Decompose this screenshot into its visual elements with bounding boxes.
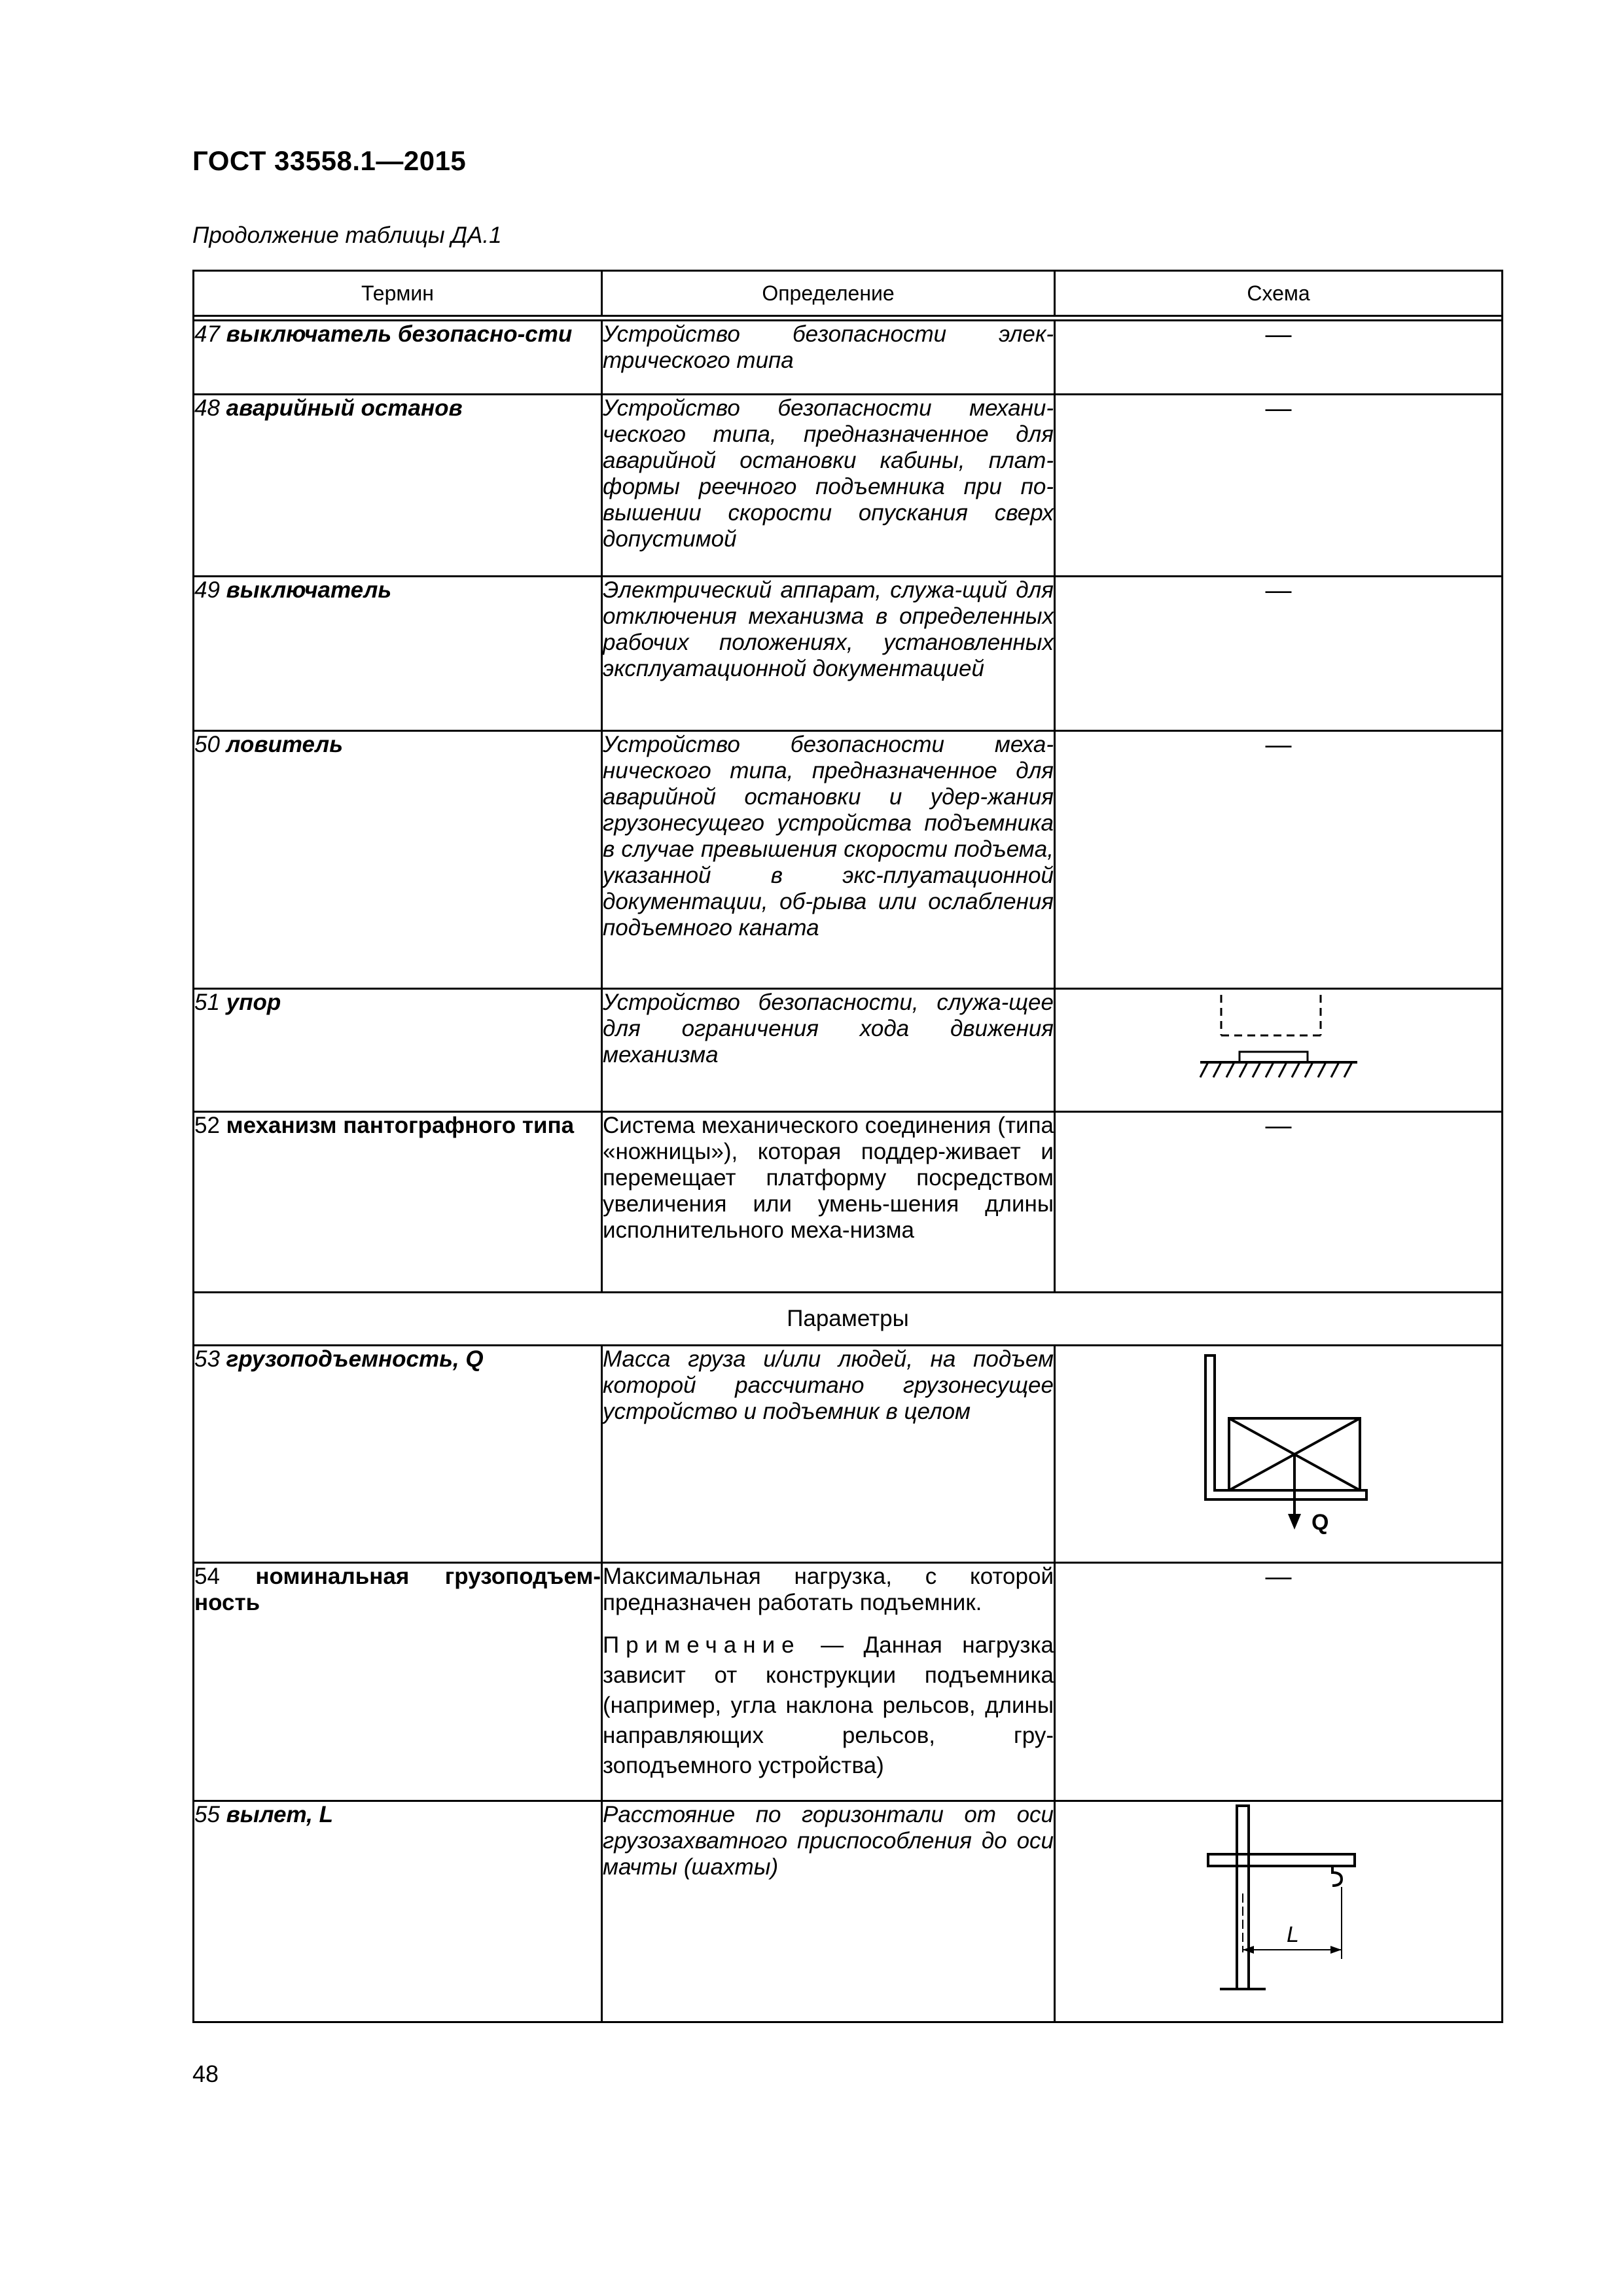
term-cell <box>194 321 602 395</box>
scheme-cell <box>1055 395 1503 577</box>
section-label: Параметры <box>194 1293 1503 1346</box>
term-name: выключатель безопасно-сти <box>226 321 573 347</box>
term-number: 49 <box>194 577 220 603</box>
term-number: 51 <box>194 990 220 1015</box>
term-name: номинальная грузоподъем-ность <box>194 1564 601 1615</box>
term-cell <box>194 1346 602 1563</box>
column-header-scheme: Схема <box>1055 271 1503 316</box>
definition-cell: Электрический аппарат, служа-щий для отключения механизма в определенных рабочих положениях, установленных эксплуатационной документацией <box>602 577 1055 731</box>
empty-scheme-dash: — <box>1265 576 1292 605</box>
empty-scheme-dash: — <box>1265 1562 1292 1591</box>
table-row <box>194 1112 1503 1293</box>
reach-diagram <box>1194 1802 1364 1998</box>
definition-cell: Устройство безопасности механи-ческого типа, предназначенное для аварийной остановки кабины, плат-формы реечного подъемника при по-вышении скорости опускания сверх допустимой <box>602 395 1055 577</box>
table-row <box>194 1346 1503 1563</box>
definition-cell: Устройство безопасности меха-нического типа, предназначенное для аварийной остановки и удер-жания грузонесущего устройства подъемника в случае превышения скорости подъема, указанной в экс-плуатационной документации, об-рыва или ослабления подъемного каната <box>602 731 1055 989</box>
scheme-cell <box>1055 577 1503 731</box>
table-row <box>194 731 1503 989</box>
term-number: 54 <box>194 1564 220 1589</box>
section-row <box>194 1293 1503 1346</box>
table-row <box>194 577 1503 731</box>
load-capacity-diagram <box>1181 1346 1377 1543</box>
term-name: ловитель <box>226 732 343 757</box>
scheme-cell <box>1055 731 1503 989</box>
dimension-arrow-right <box>1330 1946 1342 1954</box>
scheme-cell <box>1055 1563 1503 1801</box>
table-header-row <box>194 271 1503 316</box>
note-label: Примечание <box>603 1632 801 1658</box>
term-name: вылет, L <box>226 1802 333 1827</box>
definition-cell: Устройство безопасности элек-трического типа <box>602 321 1055 395</box>
scheme-cell <box>1055 1801 1503 2022</box>
term-cell <box>194 1563 602 1801</box>
term-name: грузоподъемность, Q <box>226 1346 484 1372</box>
document-title: ГОСТ 33558.1—2015 <box>192 145 467 176</box>
empty-scheme-dash: — <box>1265 730 1292 759</box>
definition-cell: Масса груза и/или людей, на подъем которой рассчитано грузонесущее устройство и подъемник в целом <box>602 1346 1055 1563</box>
table-row <box>194 395 1503 577</box>
table-row <box>194 321 1503 395</box>
stop-block <box>1240 1052 1308 1062</box>
scheme-cell <box>1055 321 1503 395</box>
scheme-cell <box>1055 989 1503 1112</box>
empty-scheme-dash: — <box>1265 394 1292 423</box>
table-row <box>194 1801 1503 2022</box>
term-number: 50 <box>194 732 220 757</box>
scheme-cell <box>1055 1346 1503 1563</box>
definition-note <box>603 1630 1054 1781</box>
term-number: 47 <box>194 321 220 347</box>
reach-label: L <box>1286 1922 1299 1947</box>
empty-scheme-dash: — <box>1265 320 1292 349</box>
scheme-cell <box>1055 1112 1503 1293</box>
column-header-definition: Определение <box>602 271 1055 316</box>
table-caption: Продолжение таблицы ДА.1 <box>192 223 502 248</box>
note-text: — Данная нагрузка зависит от конструкции подъемника (например, угла наклона рельсов, длины направляющих рельсов, гру-зоподъемного устройства) <box>603 1632 1054 1778</box>
term-cell <box>194 577 602 731</box>
term-name: аварийный останов <box>226 395 463 421</box>
term-name: выключатель <box>226 577 392 603</box>
definition-text: Максимальная нагрузка, с которой предназначен работать подъемник. <box>603 1564 1054 1615</box>
term-cell <box>194 1801 602 2022</box>
definition-cell: Система механического соединения (типа «ножницы»), которая поддер-живает и перемещает платформу посредством увеличения или умень-шения длины исполнительного меха-низма <box>602 1112 1055 1293</box>
term-name: механизм пантографного типа <box>226 1113 575 1138</box>
term-cell <box>194 731 602 989</box>
table-row <box>194 1563 1503 1801</box>
header-double-line <box>194 316 1503 321</box>
load-arrow-head <box>1288 1514 1301 1530</box>
boom <box>1208 1854 1355 1866</box>
definition-cell: Расстояние по горизонтали от оси грузозахватного приспособления до оси мачты (шахты) <box>602 1801 1055 2022</box>
empty-scheme-dash: — <box>1265 1111 1292 1140</box>
term-cell <box>194 395 602 577</box>
definition-cell: Устройство безопасности, служа-щее для ограничения хода движения механизма <box>602 989 1055 1112</box>
definition-cell <box>602 1563 1055 1801</box>
page-number: 48 <box>192 2060 219 2087</box>
terms-table <box>192 270 1503 2023</box>
term-cell <box>194 1112 602 1293</box>
stop-diagram <box>1194 990 1364 1088</box>
column-header-term: Термин <box>194 271 602 316</box>
term-number: 48 <box>194 395 220 421</box>
load-capacity-label: Q <box>1311 1510 1329 1535</box>
table-row <box>194 989 1503 1112</box>
term-cell <box>194 989 602 1112</box>
term-number: 53 <box>194 1346 220 1372</box>
term-number: 52 <box>194 1113 220 1138</box>
term-name: упор <box>226 990 281 1015</box>
hook <box>1332 1867 1342 1886</box>
term-number: 55 <box>194 1802 220 1827</box>
ground-hatching <box>1200 1062 1352 1077</box>
